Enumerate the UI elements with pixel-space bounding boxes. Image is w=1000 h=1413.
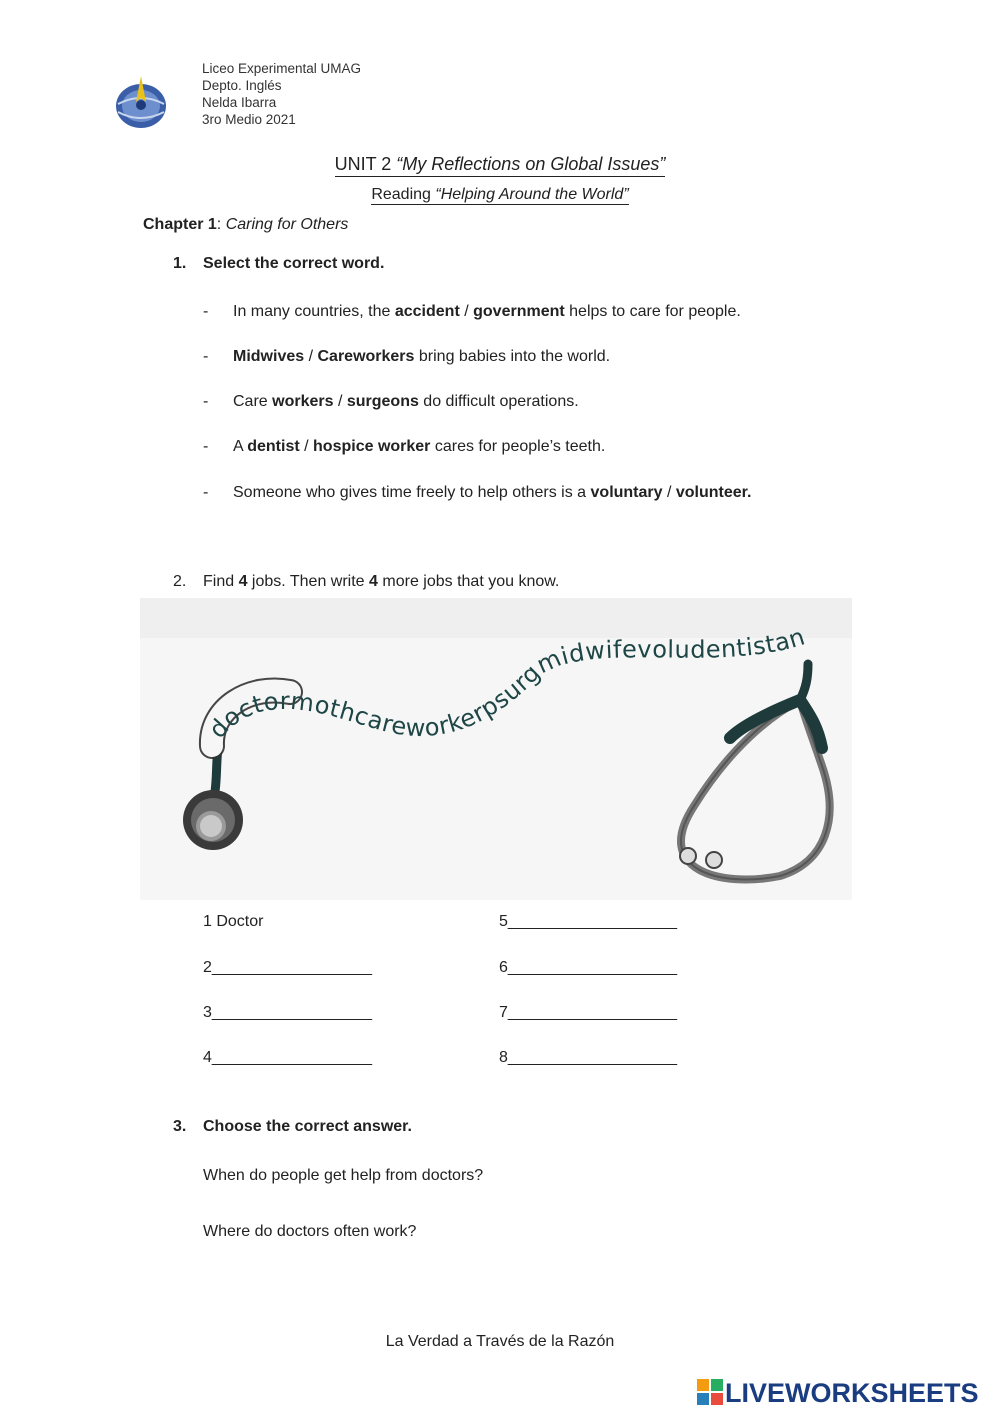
q1-item-3-option-2[interactable]: surgeons [346, 393, 419, 410]
q1-item-1 [203, 303, 741, 321]
question-2-text: Find [203, 573, 239, 590]
q1-item-3-option-1[interactable]: workers [272, 393, 334, 410]
q1-item-3 [203, 393, 579, 411]
job-answer-4[interactable]: 4__________________ [203, 1049, 373, 1066]
q1-item-1-option-1[interactable]: accident [394, 303, 460, 320]
unit-title [0, 154, 1000, 175]
question-2-heading [173, 573, 559, 591]
q3-question-2[interactable]: Where do doctors often work? [203, 1223, 417, 1240]
q1-item-text: helps to care for people. [564, 303, 741, 320]
school-motto: La Verdad a Través de la Razón [385, 1333, 615, 1350]
school-header [202, 60, 361, 128]
q3-question-1[interactable]: When do people get help from doctors? [203, 1167, 484, 1184]
liveworksheets-logo [697, 1378, 979, 1409]
reading-subtitle-italic: “Helping Around the World” [435, 186, 629, 203]
q1-item-text: A [233, 438, 248, 455]
reading-subtitle-prefix: Reading [371, 186, 436, 203]
q1-item-text: Someone who gives time freely to help others is a [233, 484, 591, 501]
liveworksheets-text: LIVEWORKSHEETS [725, 1378, 979, 1408]
q1-item-text: In many countries, the [233, 303, 395, 320]
header-line-grade: 3ro Medio 2021 [202, 112, 296, 127]
q1-item-4-option-1[interactable]: dentist [247, 438, 300, 455]
q1-item-text: do difficult operations. [418, 393, 579, 410]
q1-item-5-option-1[interactable]: voluntary [590, 484, 663, 501]
unit-title-italic: “My Reflections on Global Issues” [396, 154, 666, 174]
reading-subtitle [0, 186, 1000, 204]
q1-item-2-option-1[interactable]: Midwives [233, 348, 305, 365]
job-answer-5[interactable]: 5___________________ [499, 913, 677, 930]
q1-item-2-option-2[interactable]: Careworkers [317, 348, 415, 365]
q1-item-text: bring babies into the world. [414, 348, 611, 365]
stethoscope-word-search [140, 598, 852, 900]
q1-item-sep: / [304, 348, 318, 365]
q1-item-2 [203, 348, 610, 366]
q1-item-5-option-2[interactable]: volunteer. [675, 484, 752, 501]
word-search-letters: doctormothcareworkerpsurgmidwifevoludentistan [203, 622, 809, 744]
q1-item-5 [203, 484, 751, 502]
q1-item-text: Care [233, 393, 273, 410]
chapter-sep: : [216, 216, 226, 233]
question-2-number: 2. [173, 573, 187, 590]
q1-item-text: cares for people’s teeth. [430, 438, 606, 455]
q1-item-dash: - [203, 484, 209, 501]
q1-item-sep: / [662, 484, 676, 501]
q1-item-dash: - [203, 393, 209, 410]
q1-item-sep: / [459, 303, 474, 320]
q1-item-dash: - [203, 348, 209, 365]
question-1-heading [173, 255, 384, 273]
q1-item-sep: / [333, 393, 347, 410]
question-1-prompt: Select the correct word. [203, 255, 385, 272]
chapter-label: Chapter 1 [143, 216, 217, 233]
question-2-text: jobs. Then write [247, 573, 370, 590]
q1-item-4-option-2[interactable]: hospice worker [313, 438, 431, 455]
question-3-heading [173, 1118, 412, 1136]
chapter-heading [143, 216, 348, 234]
job-answer-6[interactable]: 6___________________ [499, 959, 677, 976]
job-answer-8[interactable]: 8___________________ [499, 1049, 677, 1066]
q1-item-4 [203, 438, 605, 456]
header-line-department: Depto. Inglés [202, 78, 282, 93]
q1-item-dash: - [203, 303, 209, 320]
school-logo-icon [112, 74, 170, 132]
job-answer-3[interactable]: 3__________________ [203, 1004, 373, 1021]
question-2-count: 4 [369, 573, 378, 590]
job-answer-1[interactable]: 1 Doctor [203, 913, 264, 930]
job-answer-2[interactable]: 2__________________ [203, 959, 373, 976]
question-2-count: 4 [238, 573, 248, 590]
question-3-number: 3. [173, 1118, 187, 1135]
q1-item-sep: / [299, 438, 314, 455]
question-2-text: more jobs that you know. [377, 573, 560, 590]
question-1-number: 1. [173, 255, 187, 272]
question-3-prompt: Choose the correct answer. [203, 1118, 412, 1135]
liveworksheets-grid-icon [697, 1379, 723, 1405]
chapter-name: Caring for Others [225, 216, 349, 233]
q1-item-dash: - [203, 438, 209, 455]
header-line-teacher: Nelda Ibarra [202, 95, 277, 110]
job-answer-7[interactable]: 7___________________ [499, 1004, 677, 1021]
header-line-school: Liceo Experimental UMAG [202, 61, 362, 76]
q1-item-1-option-2[interactable]: government [473, 303, 565, 320]
unit-title-prefix: UNIT 2 [334, 154, 397, 174]
